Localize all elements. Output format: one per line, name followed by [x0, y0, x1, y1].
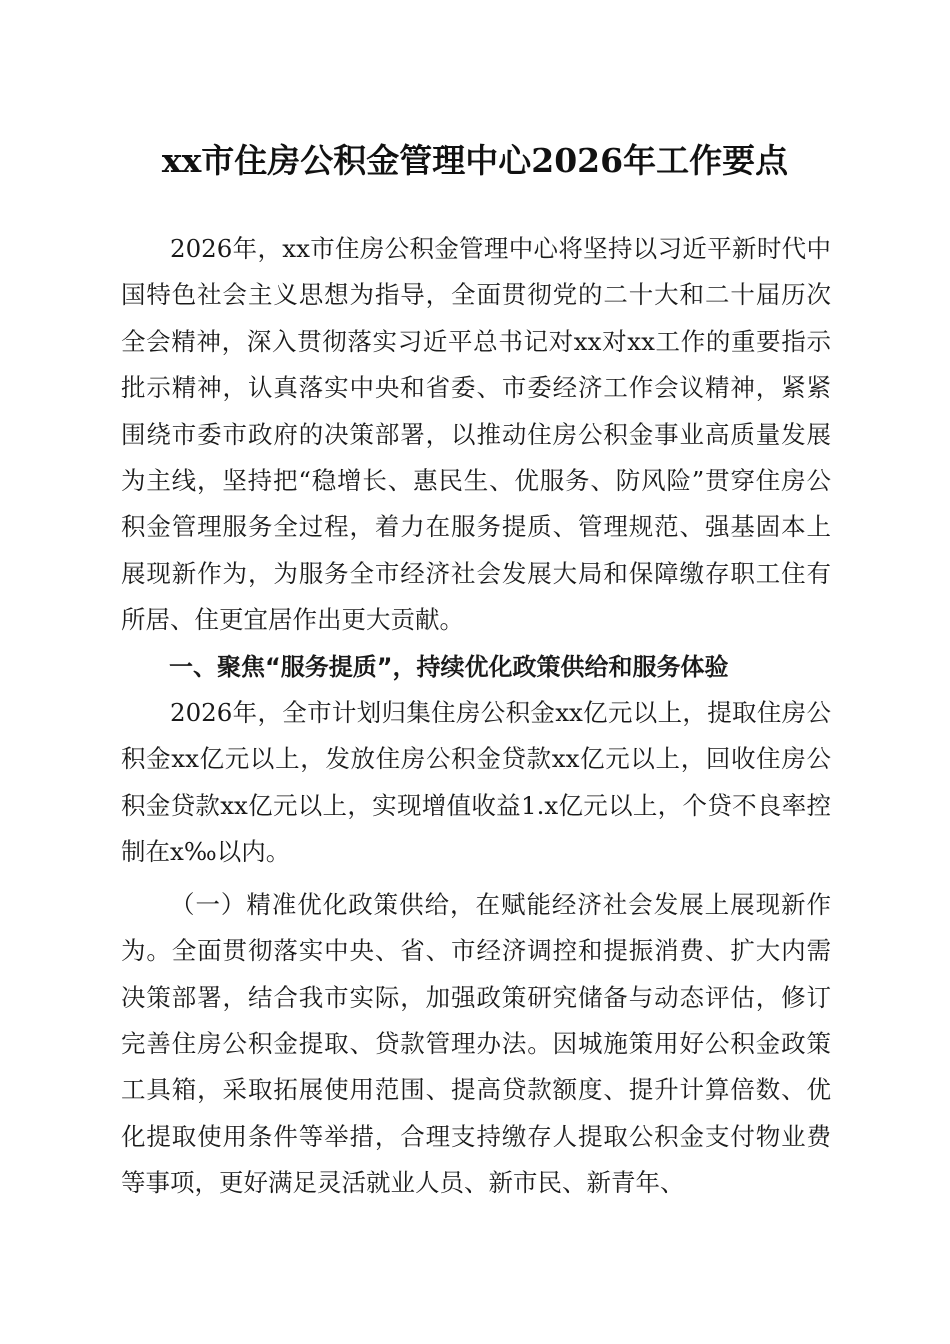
targets-paragraph: 2026年，全市计划归集住房公积金xx亿元以上，提取住房公积金xx亿元以上，发放住房公积金贷款xx亿元以上，回收住房公积金贷款xx亿元以上，实现增值收益1.x亿元以上，个贷不良率控制在x‰以内。 — [121, 698, 831, 867]
document-body — [121, 226, 831, 1207]
section-heading-1: 一、聚焦“服务提质”，持续优化政策供给和服务体验 — [169, 652, 729, 681]
document-title: xx市住房公积金管理中心2026年工作要点 — [161, 141, 789, 180]
intro-paragraph: 2026年，xx市住房公积金管理中心将坚持以习近平新时代中国特色社会主义思想为指导，全面贯彻党的二十大和二十届历次全会精神，深入贯彻落实习近平总书记对xx对xx工作的重要指示批示精神，认真落实中央和省委、市委经济工作会议精神，紧紧围绕市委市政府的决策部署，以推动住房公积金事业高质量发展为主线，坚持把“稳增长、惠民生、优服务、防风险”贯穿住房公积金管理服务全过程，着力在服务提质、管理规范、强基固本上展现新作为，为服务全市经济社会发展大局和保障缴存职工住有所居、住更宜居作出更大贡献。 — [121, 234, 831, 635]
subsection-paragraph-1: （一）精准优化政策供给，在赋能经济社会发展上展现新作为。全面贯彻落实中央、省、市经济调控和提振消费、扩大内需决策部署，结合我市实际，加强政策研究储备与动态评估，修订完善住房公积金提取、贷款管理办法。因城施策用好公积金政策工具箱，采取拓展使用范围、提高贷款额度、提升计算倍数、优化提取使用条件等举措，合理支持缴存人提取公积金支付物业费等事项，更好满足灵活就业人员、新市民、新青年、 — [121, 889, 831, 1198]
